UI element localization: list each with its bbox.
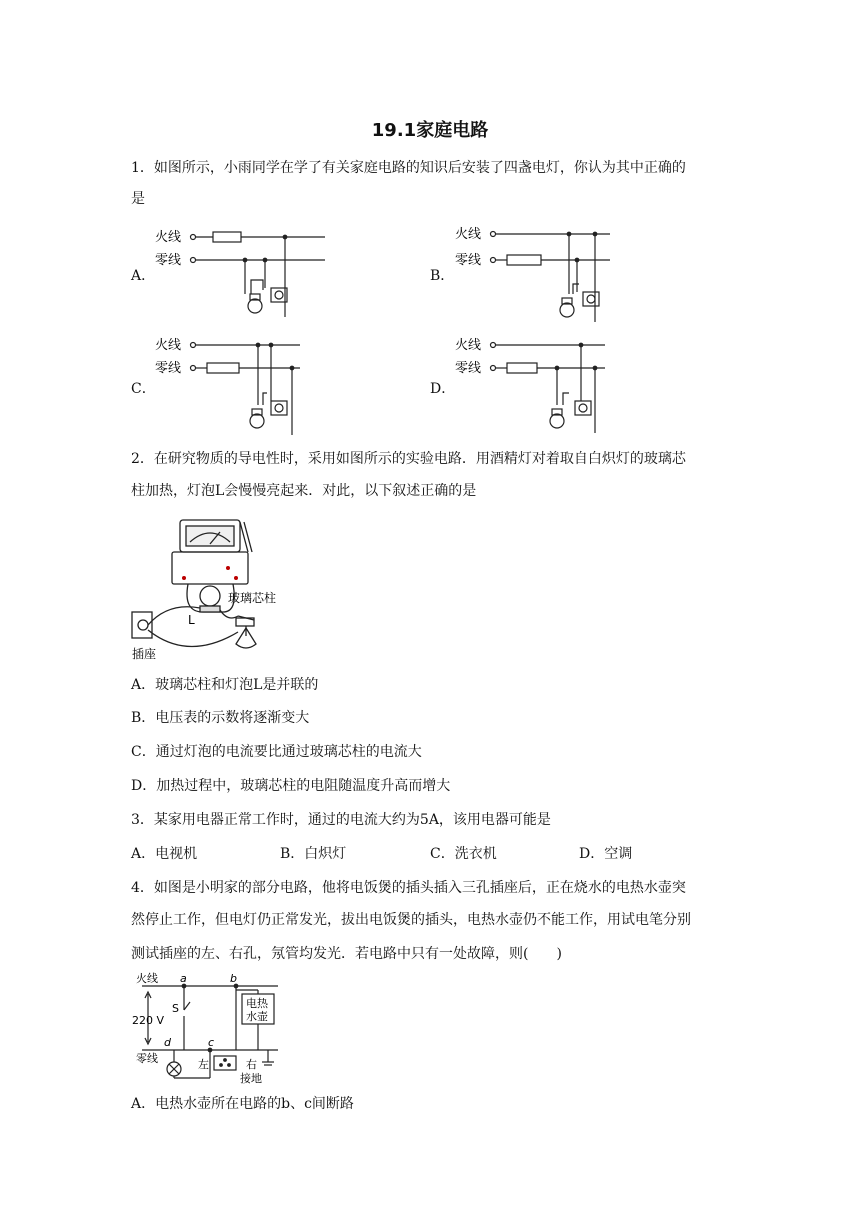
q2-stem-line1: 2．在研究物质的导电性时，采用如图所示的实验电路．用酒精灯对着取自白炽灯的玻璃芯 (131, 451, 686, 467)
socket-left-label: 左 (198, 1058, 209, 1071)
point-d-label: d (164, 1036, 171, 1049)
page-title: 19.1家庭电路 (371, 120, 489, 141)
bulb-label: L (188, 613, 195, 627)
point-b-label: b (230, 972, 237, 985)
q2-option-b: B．电压表的示数将逐渐变大 (131, 710, 310, 726)
ground-label: 接地 (240, 1072, 262, 1085)
q1-diagram-d (455, 335, 635, 435)
kettle-label-1: 电热 (246, 997, 268, 1010)
q3-stem: 3．某家用电器正常工作时，通过的电流大约为5A，该用电器可能是 (131, 812, 551, 828)
point-c-label: c (208, 1036, 215, 1049)
live-label: 火线 (455, 338, 482, 353)
q1-diagram-a (155, 222, 335, 322)
q2-option-a: A．玻璃芯柱和灯泡L是并联的 (131, 677, 319, 693)
neutral-label: 零线 (455, 361, 482, 376)
socket-label: 插座 (132, 647, 157, 661)
q2-option-d: D．加热过程中，玻璃芯柱的电阻随温度升高而增大 (131, 778, 451, 794)
glass-core-label: 玻璃芯柱 (228, 591, 277, 605)
live-label: 火线 (155, 230, 182, 245)
q2-experiment-figure (128, 512, 298, 662)
live-label: 火线 (155, 338, 182, 353)
q2-option-c: C．通过灯泡的电流要比通过玻璃芯柱的电流大 (131, 744, 422, 760)
switch-label: S (172, 1002, 179, 1015)
q1-option-d-label: D． (430, 381, 456, 397)
socket-right-label: 右 (246, 1058, 257, 1071)
q1-diagram-b (455, 222, 635, 322)
q1-diagram-c (155, 335, 335, 435)
neutral-label: 零线 (136, 1052, 158, 1065)
q1-stem-line1: 1．如图所示，小雨同学在学了有关家庭电路的知识后安装了四盏电灯，你认为其中正确的 (131, 160, 686, 176)
q1-option-a-label: A． (131, 268, 156, 284)
kettle-label-2: 水壶 (246, 1010, 268, 1023)
q3-option-c: C．洗衣机 (430, 846, 497, 862)
q4-circuit-figure (128, 972, 288, 1088)
q1-stem-line2: 是 (131, 191, 145, 207)
q3-option-b: B．白炽灯 (280, 846, 347, 862)
q4-stem-line1: 4．如图是小明家的部分电路，他将电饭煲的插头插入三孔插座后，正在烧水的电热水壶突 (131, 880, 686, 896)
q4-option-a: A．电热水壶所在电路的b、c间断路 (131, 1096, 354, 1112)
q1-option-b-label: B． (430, 268, 455, 284)
live-label: 火线 (136, 972, 158, 985)
q4-stem-line2: 然停止工作，但电灯仍正常发光，拔出电饭煲的插头，电热水壶仍不能工作，用试电笔分别 (131, 912, 691, 928)
q3-option-a: A．电视机 (131, 846, 198, 862)
q3-option-d: D．空调 (579, 846, 633, 862)
q1-option-c-label: C． (131, 381, 156, 397)
voltage-label: 220 V (132, 1014, 165, 1027)
point-a-label: a (180, 972, 187, 985)
neutral-label: 零线 (155, 253, 182, 268)
q4-stem-line3: 测试插座的左、右孔，氖管均发光．若电路中只有一处故障，则( ) (131, 946, 562, 962)
neutral-label: 零线 (155, 361, 182, 376)
q2-stem-line2: 柱加热，灯泡L会慢慢亮起来．对此，以下叙述正确的是 (131, 483, 477, 499)
live-label: 火线 (455, 227, 482, 242)
neutral-label: 零线 (455, 253, 482, 268)
